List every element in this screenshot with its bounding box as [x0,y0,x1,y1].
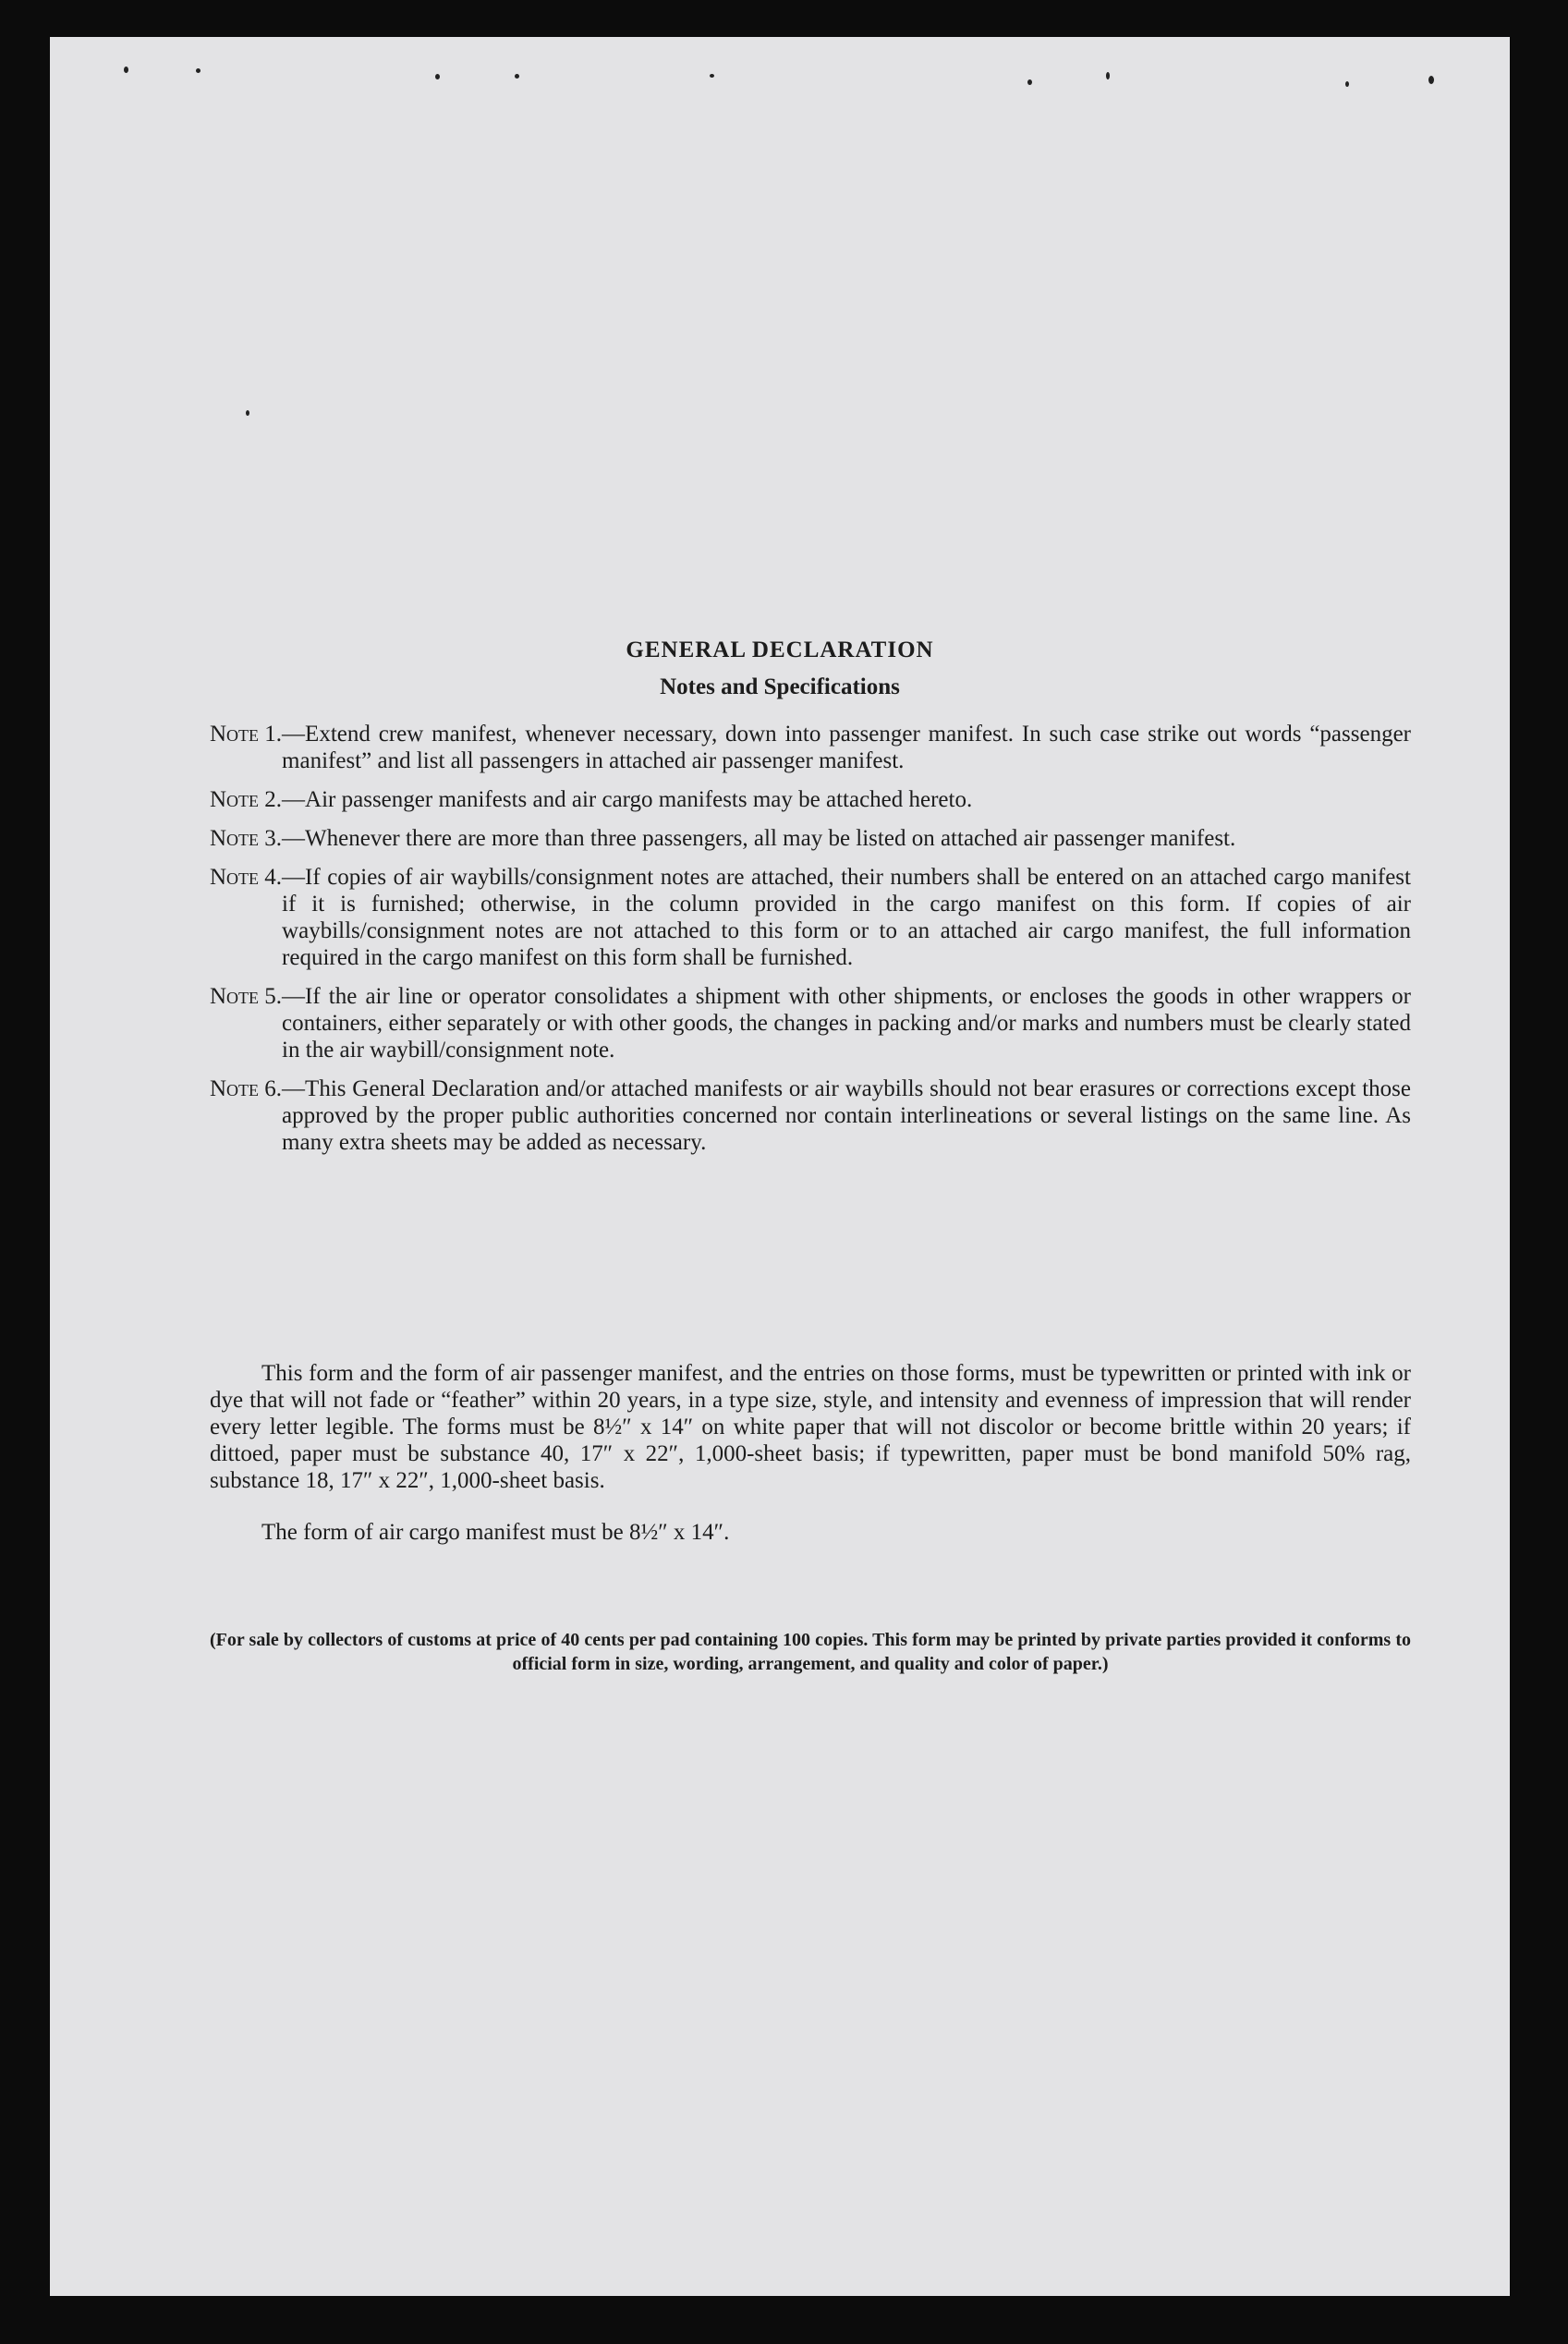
note-text: —Air passenger manifests and air cargo manifests may be attached hereto. [282,787,973,812]
note-text: —Extend crew manifest, whenever necessary, down into passenger manifest. In such case strike out words “passenger manifest” and list all passengers in attached air passenger manifest. [282,722,1411,773]
note-item [210,1075,1411,1156]
notes-list [210,721,1411,1168]
note-item [210,864,1411,971]
note-label: Note 2. [210,787,283,812]
page-title: GENERAL DECLARATION [626,638,934,662]
note-text: —This General Declaration and/or attached manifests or air waybills should not bear erasures or corrections except those approved by the proper public authorities concerned nor contain interlineations or several listings on the same line. As many extra sheets may be added as necessary. [282,1076,1411,1155]
note-label: Note 1. [210,722,283,747]
note-text: —If the air line or operator consolidates a shipment with other shipments, or encloses the goods in other wrappers or containers, either separately or with other goods, the changes in packing and/or marks and numbers must be clearly stated in the air waybill/consignment note. [282,984,1411,1063]
note-label: Note 3. [210,826,283,851]
note-item [210,721,1411,774]
note-item [210,825,1411,852]
note-item [210,786,1411,813]
cargo-manifest-size-line: The form of air cargo manifest must be 8½″ x 14″. [261,1520,730,1545]
sale-footnote: (For sale by collectors of customs at price of 40 cents per pad containing 100 copies. This form may be printed by private parties provided it conforms to official form in size, wording, arrangement, and quality and color of paper.) [210,1630,1411,1674]
note-label: Note 5. [210,984,283,1009]
note-label: Note 4. [210,865,283,890]
document-page [50,37,1510,2296]
note-item [210,983,1411,1063]
page-subtitle: Notes and Specifications [660,674,900,699]
specification-paragraph: This form and the form of air passenger manifest, and the entries on those forms, must be typewritten or printed with ink or dye that will not fade or “feather” within 20 years, in a type size, style, and intensity and evenness of impression that will render every letter legible. The forms must be 8½″ x 14″ on white paper that will not discolor or become brittle within 20 years; if dittoed, paper must be substance 40, 17″ x 22″, 1,000-sheet basis; if typewritten, paper must be bond manifold 50% rag, substance 18, 17″ x 22″, 1,000-sheet basis. [210,1361,1411,1493]
note-label: Note 6. [210,1076,283,1101]
note-text: —Whenever there are more than three passengers, all may be listed on attached air passenger manifest. [282,826,1236,851]
note-text: —If copies of air waybills/consignment notes are attached, their numbers shall be entered on an attached cargo manifest if it is furnished; otherwise, in the column provided in the cargo manifest on this form. If copies of air waybills/consignment notes are not attached to this form or to an attached air cargo manifest, the full information required in the cargo manifest on this form shall be furnished. [282,865,1411,970]
